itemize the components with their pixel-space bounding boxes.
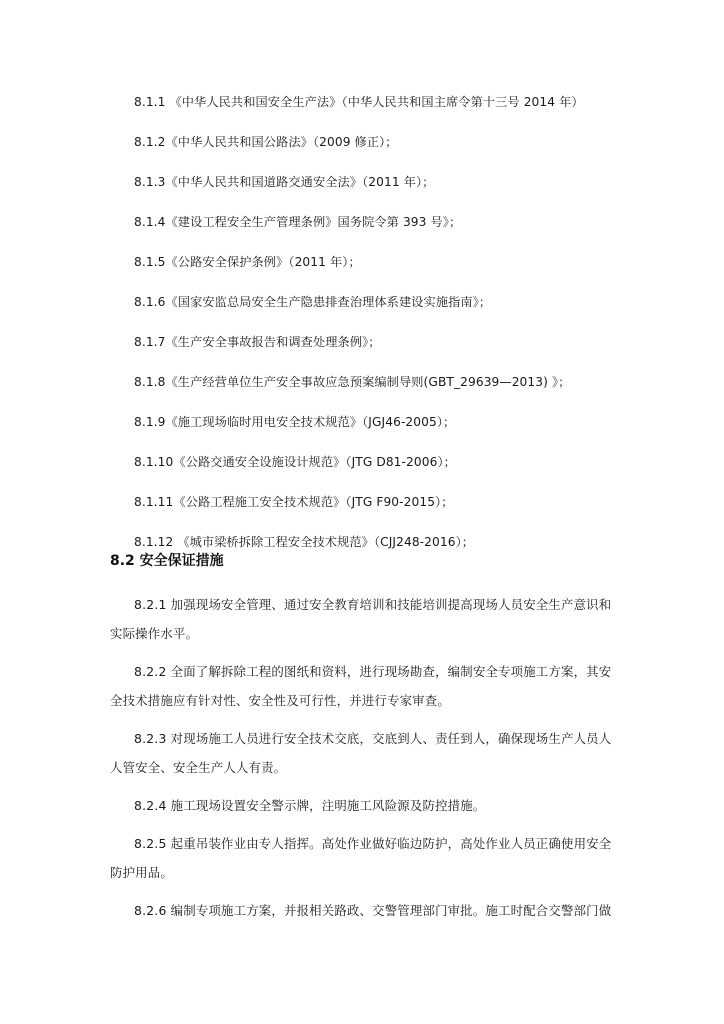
- reference-item-8-1-4: 8.1.4《建设工程安全生产管理条例》国务院令第 393 号》；: [134, 215, 462, 229]
- measure-text: 8.2.6 编制专项施工方案，并报相关路政、交警管理部门审批。施工时配合交警部门做: [134, 903, 612, 918]
- measure-paragraph-8-2-5: [110, 829, 620, 887]
- reference-item-8-1-12: 8.1.12 《城市梁桥拆除工程安全技术规范》（CJJ248-2016）；: [134, 535, 475, 549]
- measure-text: 8.2.5 起重吊装作业由专人指挥。高处作业做好临边防护，高处作业人员正确使用安全防护用品。: [110, 836, 612, 880]
- measure-paragraph-8-2-4: [110, 791, 620, 820]
- measure-paragraph-8-2-1: [110, 590, 620, 648]
- section-heading: 8.2 安全保证措施: [110, 553, 224, 569]
- measure-text: 8.2.1 加强现场安全管理、通过安全教育培训和技能培训提高现场人员安全生产意识和实际操作水平。: [110, 597, 612, 641]
- reference-item-8-1-5: 8.1.5《公路安全保护条例》（2011 年）；: [134, 255, 361, 269]
- reference-list: [134, 94, 654, 574]
- reference-item-8-1-3: 8.1.3《中华人民共和国道路交通安全法》（2011 年）；: [134, 175, 435, 189]
- safety-measures-list: [110, 590, 620, 934]
- measure-paragraph-8-2-3: [110, 724, 620, 782]
- reference-item-8-1-6: 8.1.6《国家安监总局安全生产隐患排查治理体系建设实施指南》；: [134, 295, 492, 309]
- measure-text: 8.2.4 施工现场设置安全警示牌，注明施工风险源及防控措施。: [134, 798, 486, 813]
- reference-item-8-1-9: 8.1.9《施工现场临时用电安全技术规范》（JGJ46-2005）；: [134, 415, 456, 429]
- reference-item-8-1-7: 8.1.7《生产安全事故报告和调查处理条例》；: [134, 335, 381, 349]
- measure-paragraph-8-2-2: [110, 657, 620, 715]
- measure-paragraph-8-2-6: [110, 896, 620, 925]
- measure-text: 8.2.2 全面了解拆除工程的图纸和资料，进行现场勘查，编制安全专项施工方案，其安全技术措施应有针对性、安全性及可行性，并进行专家审查。: [110, 664, 612, 708]
- reference-item-8-1-11: 8.1.11《公路工程施工安全技术规范》（JTG F90-2015）；: [134, 495, 454, 509]
- measure-text: 8.2.3 对现场施工人员进行安全技术交底，交底到人、责任到人，确保现场生产人员人人管安全、安全生产人人有责。: [110, 731, 612, 775]
- reference-item-8-1-10: 8.1.10《公路交通安全设施设计规范》（JTG D81-2006）；: [134, 455, 456, 469]
- reference-item-8-1-1: 8.1.1 《中华人民共和国安全生产法》（中华人民共和国主席令第十三号 2014 年）: [134, 95, 584, 109]
- reference-item-8-1-2: 8.1.2《中华人民共和国公路法》（2009 修正）；: [134, 135, 398, 149]
- reference-item-8-1-8: 8.1.8《生产经营单位生产安全事故应急预案编制导则(GBT_29639—2013) 》；: [134, 375, 571, 389]
